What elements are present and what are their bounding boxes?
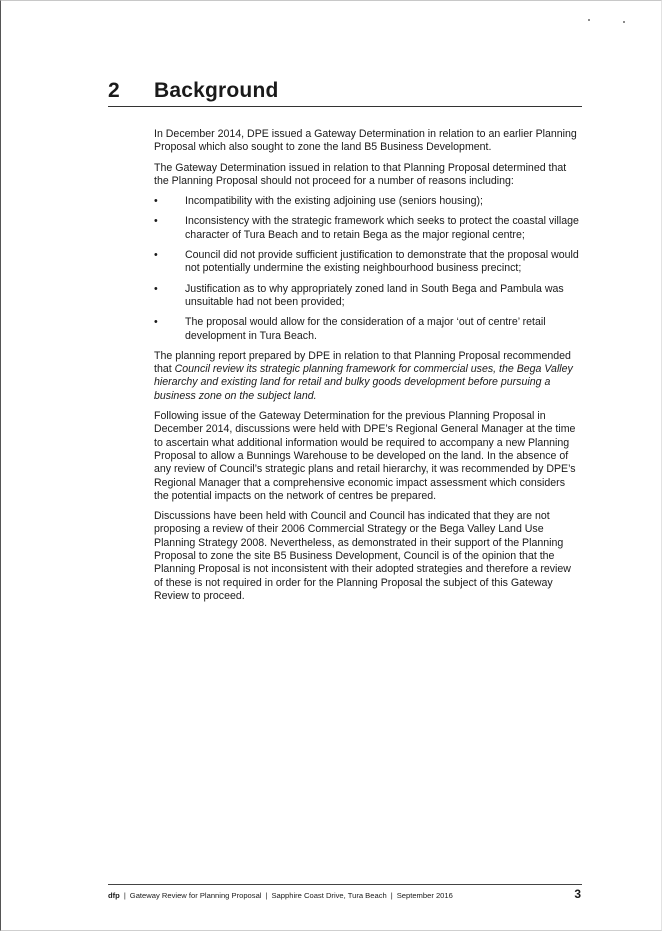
paragraph: Following issue of the Gateway Determination for the previous Planning Proposal in December 2014, discussions were held with DPE’s Regional General Manager at the time to ascertain what additional information would be required to accompany a new Planning Proposal to allow a Bunnings Warehouse to be developed on the land. In the absence of any review of Council’s strategic plans and retail hierarchy, it was recommended by DPE’s Regional Manager that a comprehensive economic impact assessment which considers the potential impacts on the network of centres be prepared.: [154, 410, 576, 502]
list-item: [154, 283, 582, 310]
list-item: [154, 316, 582, 343]
scan-speck: [588, 19, 590, 21]
footer-location: Sapphire Coast Drive, Tura Beach: [271, 891, 387, 900]
section-title: Background: [154, 79, 279, 102]
section-number: 2: [108, 79, 120, 102]
paragraph-lead: The planning report prepared by DPE in relation to that Planning Proposal recommended that: [154, 349, 571, 376]
page-number: 3: [574, 887, 581, 901]
quoted-recommendation: Council review its strategic planning framework for commercial uses, the Bega Valley hierarchy and existing land for retail and bulky goods development before pursuing a business zone on the subject land.: [154, 363, 573, 402]
paragraph: In December 2014, DPE issued a Gateway Determination in relation to an earlier Planning Proposal which also sought to zone the land B5 Business Development.: [154, 128, 577, 154]
footer-brand: dfp: [108, 891, 120, 900]
heading-rule: [108, 106, 582, 107]
list-item: [154, 215, 582, 242]
footer-rule: [108, 884, 582, 885]
list-item-text: Incompatibility with the existing adjoining use (seniors housing);: [185, 195, 483, 208]
bullet-icon: •: [154, 249, 158, 262]
list-item-text: The proposal would allow for the consideration of a major ‘out of centre’ retail development in Tura Beach.: [185, 316, 546, 342]
list-item-text: Council did not provide sufficient justification to demonstrate that the proposal would not potentially undermine the existing neighbourhood business precinct;: [185, 249, 579, 275]
paragraph: [154, 350, 582, 403]
scan-speck: [623, 21, 625, 23]
list-item-text: Justification as to why appropriately zoned land in South Bega and Pambula was unsuitable had not been provided;: [185, 282, 564, 308]
bullet-icon: •: [154, 215, 158, 228]
footer-separator: |: [390, 891, 393, 900]
list-item-text: Inconsistency with the strategic framework which seeks to protect the coastal village character of Tura Beach and to retain Bega as the major regional centre;: [185, 215, 579, 241]
bullet-icon: •: [154, 316, 158, 329]
bullet-icon: •: [154, 282, 158, 295]
list-item: [154, 195, 582, 208]
footer-doc-title: Gateway Review for Planning Proposal: [129, 891, 262, 900]
bullet-icon: •: [154, 195, 158, 208]
reasons-list: [154, 195, 582, 343]
list-item: [154, 249, 582, 276]
footer-date: September 2016: [396, 891, 453, 900]
body-content: [154, 128, 582, 610]
footer-separator: |: [123, 891, 126, 900]
page-footer: [108, 891, 582, 900]
footer-separator: |: [265, 891, 268, 900]
paragraph: Discussions have been held with Council and Council has indicated that they are not proposing a review of their 2006 Commercial Strategy or the Bega Valley Land Use Planning Strategy 2008. Nevertheless, as demonstrated in their support of the Planning Proposal to zone the site B5 Business Development, Council is of the opinion that the Planning Proposal is not inconsistent with their adopted strategies and therefore a review of these is not required in order for the Planning Proposal the subject of this Gateway Review to proceed.: [154, 510, 571, 602]
paragraph: The Gateway Determination issued in relation to that Planning Proposal determined that the Planning Proposal should not proceed for a number of reasons including:: [154, 161, 567, 187]
